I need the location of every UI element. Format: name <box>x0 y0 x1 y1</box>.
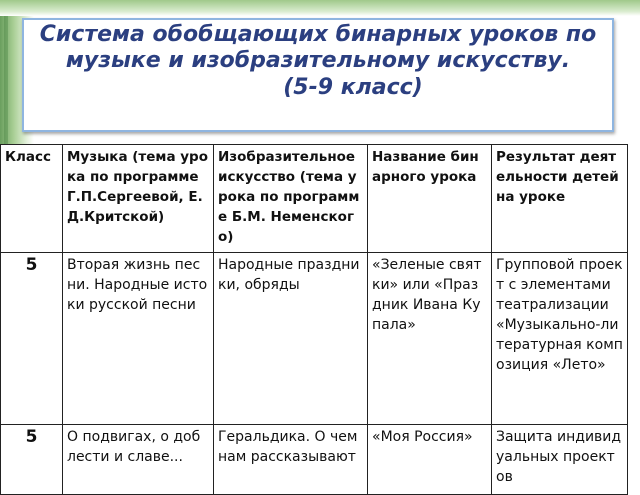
header-music: Музыка (тема урока по программе Г.П.Сергеевой, Е.Д.Критской) <box>63 145 214 253</box>
header-grade: Класс <box>1 145 63 253</box>
header-lesson: Название бинарного урока <box>368 145 492 253</box>
table-row <box>1 425 628 495</box>
cell-music: О подвигах, о доблести и славе... <box>63 425 214 495</box>
cell-grade: 5 <box>1 425 63 495</box>
slide-title-box <box>22 18 614 132</box>
cell-music: Вторая жизнь песни. Народные истоки русской песни <box>63 253 214 425</box>
cell-lesson: «Моя Россия» <box>368 425 492 495</box>
header-art: Изобразительное искусство (тема урока по программе Б.М. Неменского) <box>214 145 368 253</box>
cell-result: Защита индивидуальных проектов <box>492 425 628 495</box>
cell-lesson: «Зеленые святки» или «Праздник Ивана Купала» <box>368 253 492 425</box>
slide-subtitle: (5-9 класс) <box>283 75 423 100</box>
slide-title: Система обобщающих бинарных уроков по музыке и изобразительному искусству. <box>39 22 597 73</box>
cell-art: Геральдика. О чем нам рассказывают <box>214 425 368 495</box>
table-header-row <box>1 145 628 253</box>
header-result: Результат деятельности детей на уроке <box>492 145 628 253</box>
lessons-table <box>0 144 628 495</box>
cell-grade: 5 <box>1 253 63 425</box>
cell-art: Народные праздники, обряды <box>214 253 368 425</box>
cell-result: Групповой проект с элементами театрализации «Музыкально-литературная композиция «Лето» <box>492 253 628 425</box>
background-top-decoration <box>0 0 640 16</box>
table-row <box>1 253 628 425</box>
